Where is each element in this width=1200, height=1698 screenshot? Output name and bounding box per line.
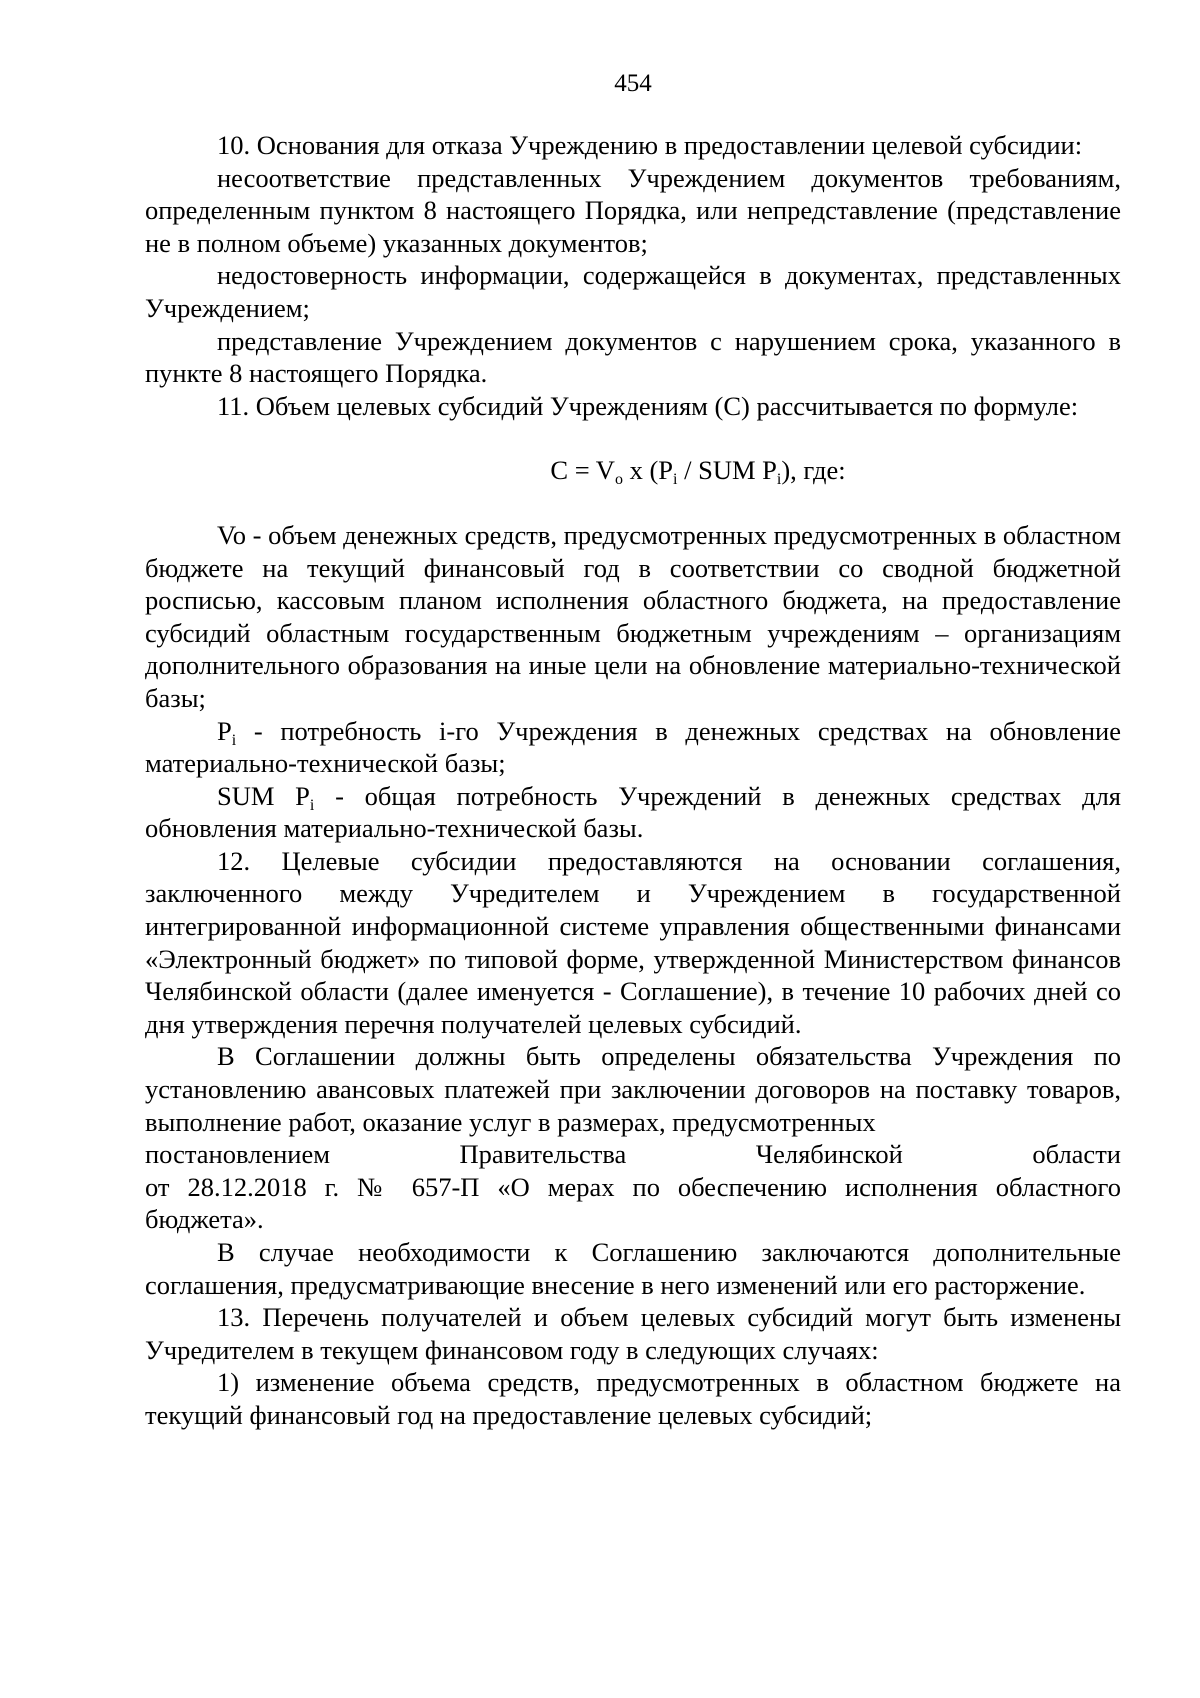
paragraph-agreement-end: от 28.12.2018 г. № 657-П «О мерах по обеспечению исполнения областного бюджета». <box>145 1171 1121 1235</box>
paragraph-agreement-spread-line <box>145 1138 1121 1171</box>
paragraph-13: 13. Перечень получателей и объем целевых субсидий могут быть изменены Учредителем в текущем финансовом году в следующих случаях: <box>145 1302 1121 1365</box>
formula-sub-i2: i <box>776 471 782 489</box>
definition-sum-pi <box>145 780 1121 845</box>
definition-pi-text: - потребность i-го Учреждения в денежных средствах на обновление материально-технической базы; <box>145 715 1121 779</box>
symbol-p: P <box>217 715 232 746</box>
paragraph-11: 11. Объем целевых субсидий Учреждениям (С) рассчитывается по формуле: <box>217 390 1079 421</box>
definition-sum-pi-text: - общая потребность Учреждений в денежных средствах для обновления материально-технической базы. <box>145 780 1121 844</box>
paragraph-additional-agreements: В случае необходимости к Соглашению заключаются дополнительные соглашения, предусматривающие внесение в него изменений или его расторжение. <box>145 1237 1121 1300</box>
definition-vo: Vo - объем денежных средств, предусмотренных предусмотренных в областном бюджете на текущий финансовый год в соответствии со сводной бюджетной росписью, кассовым планом исполнения областного бюджета, на предоставление субсидий областным государственным бюджетным учреждениям – организациям дополнительного образования на иные цели на обновление материально-технической базы; <box>145 519 1121 713</box>
definition-pi <box>145 715 1121 780</box>
document-body <box>145 129 1121 1432</box>
formula-lhs: C = V <box>550 455 615 486</box>
formula-mid2: / SUM P <box>677 455 777 486</box>
symbol-sum-sub-i: i <box>309 796 315 814</box>
spread-word-2: Правительства <box>459 1139 627 1170</box>
paragraph-reason-3: представление Учреждением документов с нарушением срока, указанного в пункте 8 настоящего Порядка. <box>145 325 1121 389</box>
spread-word-4: области <box>1032 1139 1121 1170</box>
page-number: 454 <box>614 70 652 97</box>
symbol-sum-p: SUM P <box>217 780 310 811</box>
paragraph-13-case-1: 1) изменение объема средств, предусмотренных в областном бюджете на текущий финансовый год на предоставление целевых субсидий; <box>145 1367 1121 1430</box>
formula-sub-i1: i <box>673 471 678 489</box>
symbol-sub-i: i <box>231 731 237 749</box>
spread-word-3: Челябинской <box>755 1139 903 1170</box>
paragraph-12: 12. Целевые субсидии предоставляются на основании соглашения, заключенного между Учредителем и Учреждением в государственной интегрированной информационной системе управления общественными финансами «Электронный бюджет» по типовой форме, утвержденной Министерством финансов Челябинской области (далее именуется - Соглашение), в течение 10 рабочих дней со дня утверждения перечня получателей целевых субсидий. <box>145 845 1121 1039</box>
paragraph-agreement-obligations: В Соглашении должны быть определены обязательства Учреждения по установлению авансовых платежей при заключении договоров на поставку товаров, выполнение работ, оказание услуг в размерах, предусмотренных <box>145 1041 1121 1137</box>
formula-tail: ), где: <box>781 455 846 486</box>
paragraph-10-heading: 10. Основания для отказа Учреждению в предоставлении целевой субсидии: <box>217 130 1083 160</box>
paragraph-reason-1: несоответствие представленных Учреждением документов требованиям, определенным пунктом 8 настоящего Порядка, или непредставление (представление не в полном объеме) указанных документов; <box>145 162 1121 258</box>
paragraph-reason-2: недостоверность информации, содержащейся в документах, представленных Учреждением; <box>145 260 1121 323</box>
spread-word-1: постановлением <box>145 1139 330 1170</box>
formula <box>145 454 1121 487</box>
formula-mid: x (P <box>622 455 674 486</box>
formula-sub-o: o <box>614 471 623 489</box>
